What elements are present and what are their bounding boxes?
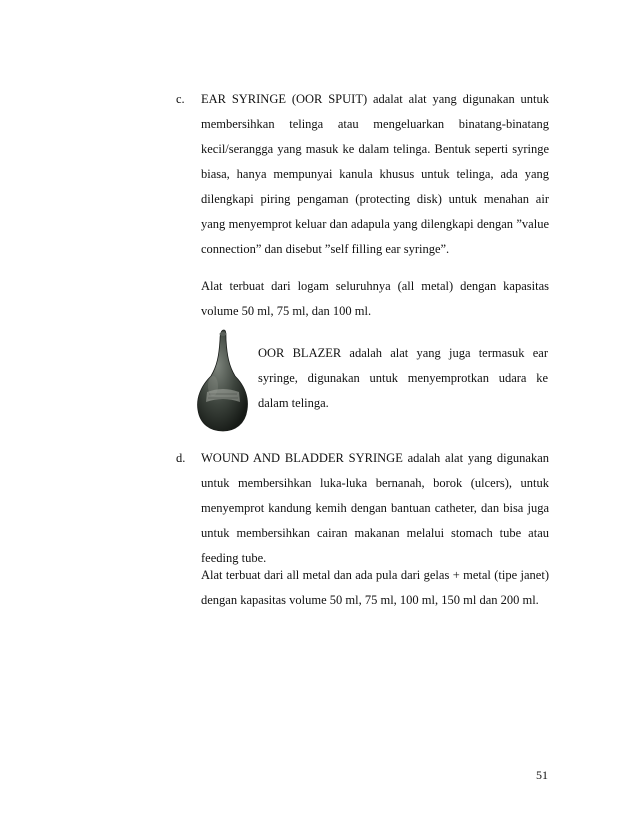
list-marker-c: c. (176, 92, 185, 106)
oor-blazer-bulb-image (195, 328, 251, 432)
wound-bladder-material-paragraph: Alat terbuat dari all metal dan ada pula dari gelas + metal (tipe janet) dengan kapasitas volume 50 ml, 75 ml, 100 ml, 150 ml dan 200 ml. (201, 568, 549, 607)
wound-bladder-syringe-paragraph: WOUND AND BLADDER SYRINGE adalah alat yang digunakan untuk membersihkan luka-luka bernanah, borok (ulcers), untuk menyemprot kandung kemih dengan bantuan catheter, dan bisa juga untuk membersihkan cairan makanan melalui stomach tube atau feeding tube. (201, 451, 549, 565)
oor-blazer-caption: OOR BLAZER adalah alat yang juga termasuk ear syringe, digunakan untuk menyemprotkan udara ke dalam telinga. (258, 346, 548, 410)
ear-syringe-material-paragraph: Alat terbuat dari logam seluruhnya (all metal) dengan kapasitas volume 50 ml, 75 ml, dan 100 ml. (201, 279, 549, 318)
page-number: 51 (536, 768, 548, 782)
ear-syringe-paragraph: EAR SYRINGE (OOR SPUIT) adalat alat yang digunakan untuk membersihkan telinga atau mengeluarkan binatang-binatang kecil/serangga yang masuk ke dalam telinga. Bentuk seperti syringe biasa, hanya mempunyai kanula khusus untuk telinga, ada yang dilengkapi piring pengaman (protecting disk) untuk menahan air yang menyemprot keluar dan adapula yang dilengkapi dengan ”value connection” dan disebut ”self filling ear syringe”. (201, 92, 549, 256)
list-marker-d: d. (176, 451, 186, 465)
